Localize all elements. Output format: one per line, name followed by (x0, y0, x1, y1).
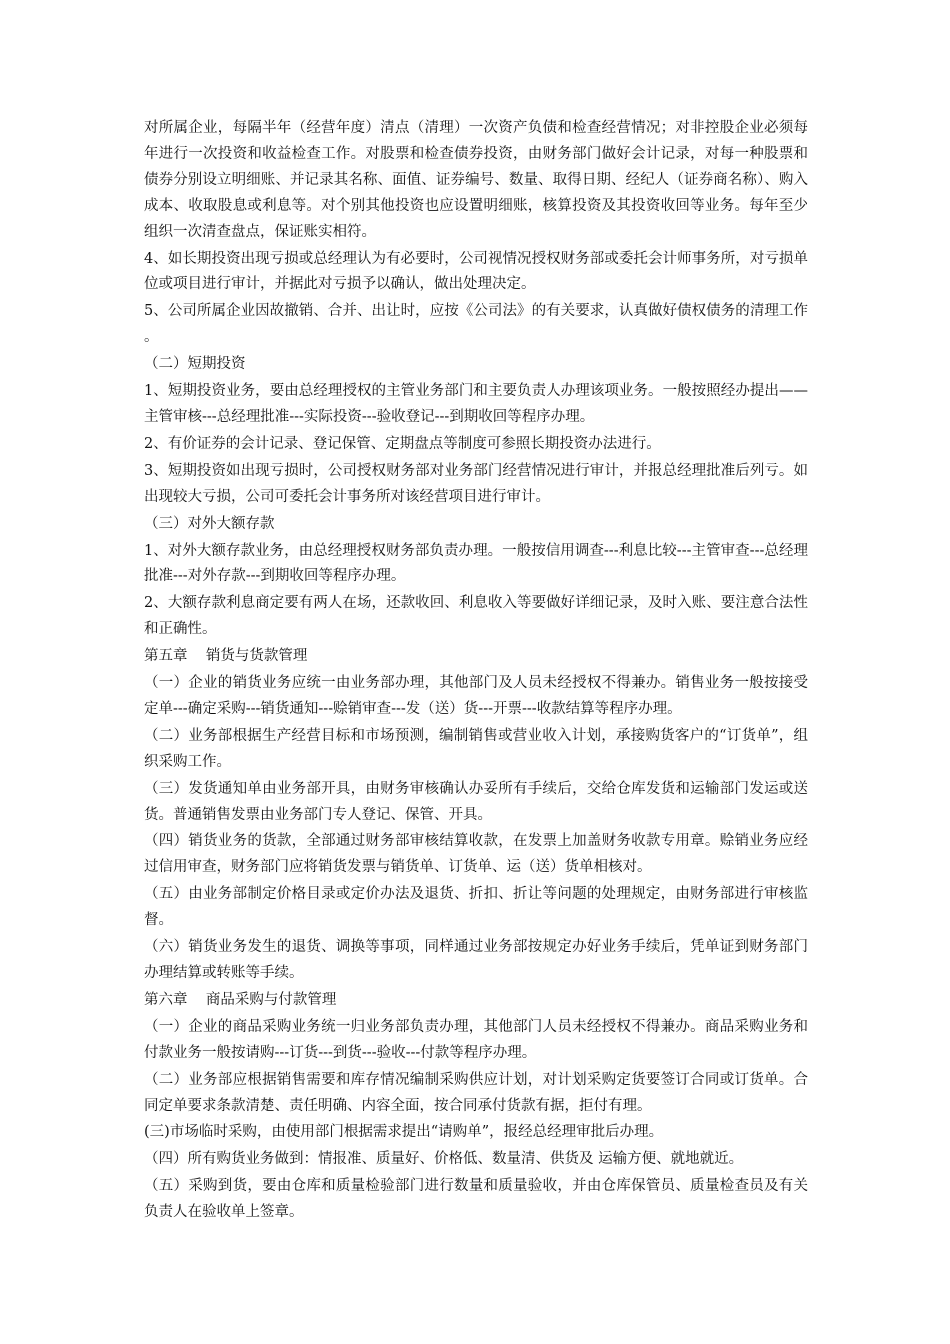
paragraph-enterprise-liquidation: 5、公司所属企业因故撤销、合并、出让时，应按《公司法》的有关要求，认真做好债权债务的清理工作。 (144, 303, 808, 346)
paragraph-purchase-unified: （一）企业的商品采购业务统一归业务部负责办理，其他部门人员未经授权不得兼办。商品采购业务和付款业务一般按请购---订货---到货---验收---付款等程序办理。 (144, 1018, 808, 1061)
section-heading-large-deposits: （三）对外大额存款 (144, 515, 275, 532)
paragraph-deposit-interest: 2、大额存款利息商定要有两人在场，还款收回、利息收入等要做好详细记录，及时入账、要注意合法性和正确性。 (144, 595, 808, 638)
paragraph-short-term-loss: 3、短期投资如出现亏损时，公司授权财务部对业务部门经营情况进行审计，并报总经理批准后列亏。如出现较大亏损，公司可委托会计事务所对该经营项目进行审计。 (144, 462, 808, 505)
paragraph-sales-payment: （四）销货业务的货款，全部通过财务部审核结算收款，在发票上加盖财务收款专用章。赊销业务应经过信用审查，财务部门应将销货发票与销货单、订货单、运（送）货单相核对。 (144, 833, 808, 876)
paragraph-delivery-notice: （三）发货通知单由业务部开具，由财务审核确认办妥所有手续后，交给仓库发货和运输部门发运或送货。普通销售发票由业务部门专人登记、保管、开具。 (144, 780, 808, 823)
chapter-heading-six: 第六章 商品采购与付款管理 (144, 991, 337, 1008)
paragraph-pricing-rules: （五）由业务部制定价格目录或定价办法及退货、折扣、折让等问题的处理规定，由财务部进行审核监督。 (144, 886, 808, 929)
chapter-heading-five: 第五章 销货与货款管理 (144, 648, 308, 665)
paragraph-purchase-requirements: （四）所有购货业务做到：情报准、质量好、价格低、数量清、供货及 运输方便、就地就近。 (144, 1151, 744, 1168)
paragraph-sales-unified: （一）企业的销货业务应统一由业务部办理，其他部门及人员未经授权不得兼办。销售业务一般按接受定单---确定采购---销货通知---赊销审查---发（送）货---开票---收款结算等程序办理。 (144, 675, 808, 717)
paragraph-securities-records: 2、有价证券的会计记录、登记保管、定期盘点等制度可参照长期投资办法进行。 (144, 435, 661, 452)
paragraph-sales-plan: （二）业务部根据生产经营目标和市场预测，编制销售或营业收入计划，承接购货客户的“订货单”，组织采购工作。 (144, 727, 808, 770)
section-heading-short-term-investment: （二）短期投资 (144, 356, 246, 373)
paragraph-short-term-procedure: 1、短期投资业务，要由总经理授权的主管业务部门和主要负责人办理该项业务。一般按照经办提出——主管审核---总经理批准---实际投资---验收登记---到期收回等程序办理。 (144, 383, 808, 425)
paragraph-long-term-loss-audit: 4、如长期投资出现亏损或总经理认为有必要时，公司视情况授权财务部或委托会计师事务所，对亏损单位或项目进行审计，并据此对亏损予以确认，做出处理决定。 (144, 250, 808, 293)
paragraph-deposit-procedure: 1、对外大额存款业务，由总经理授权财务部负责办理。一般按信用调查---利息比较---主管审查---总经理批准---对外存款---到期收回等程序办理。 (144, 542, 808, 585)
paragraph-temporary-purchase: (三)市场临时采购，由使用部门根据需求提出“请购单”，报经总经理审批后办理。 (144, 1124, 664, 1141)
paragraph-purchase-acceptance: （五）采购到货，要由仓库和质量检验部门进行数量和质量验收，并由仓库保管员、质量检查员及有关负责人在验收单上签章。 (144, 1178, 808, 1221)
paragraph-purchase-plan: （二）业务部应根据销售需要和库存情况编制采购供应计划，对计划采购定货要签订合同或订货单。合同定单要求条款清楚、责任明确、内容全面，按合同承付货款有据，拒付有理。 (144, 1071, 808, 1114)
document-page (144, 116, 808, 1227)
paragraph-returns: （六）销货业务发生的退货、调换等事项，同样通过业务部按规定办好业务手续后，凭单证到财务部门办理结算或转账等手续。 (144, 939, 808, 981)
paragraph-investment-inspection: 对所属企业，每隔半年（经营年度）清点（清理）一次资产负债和检查经营情况；对非控股企业必须每年进行一次投资和收益检查工作。对股票和检查债券投资，由财务部门做好会计记录，对每一种股票和债券分别设立明细账、并记录其名称、面值、证券编号、数量、取得日期、经纪人（证券商名称）、购入成本、收取股息或利息等。对个别其他投资也应设置明细账，核算投资及其投资收回等业务。每年至少组织一次清查盘点，保证账实相符。 (144, 120, 808, 240)
